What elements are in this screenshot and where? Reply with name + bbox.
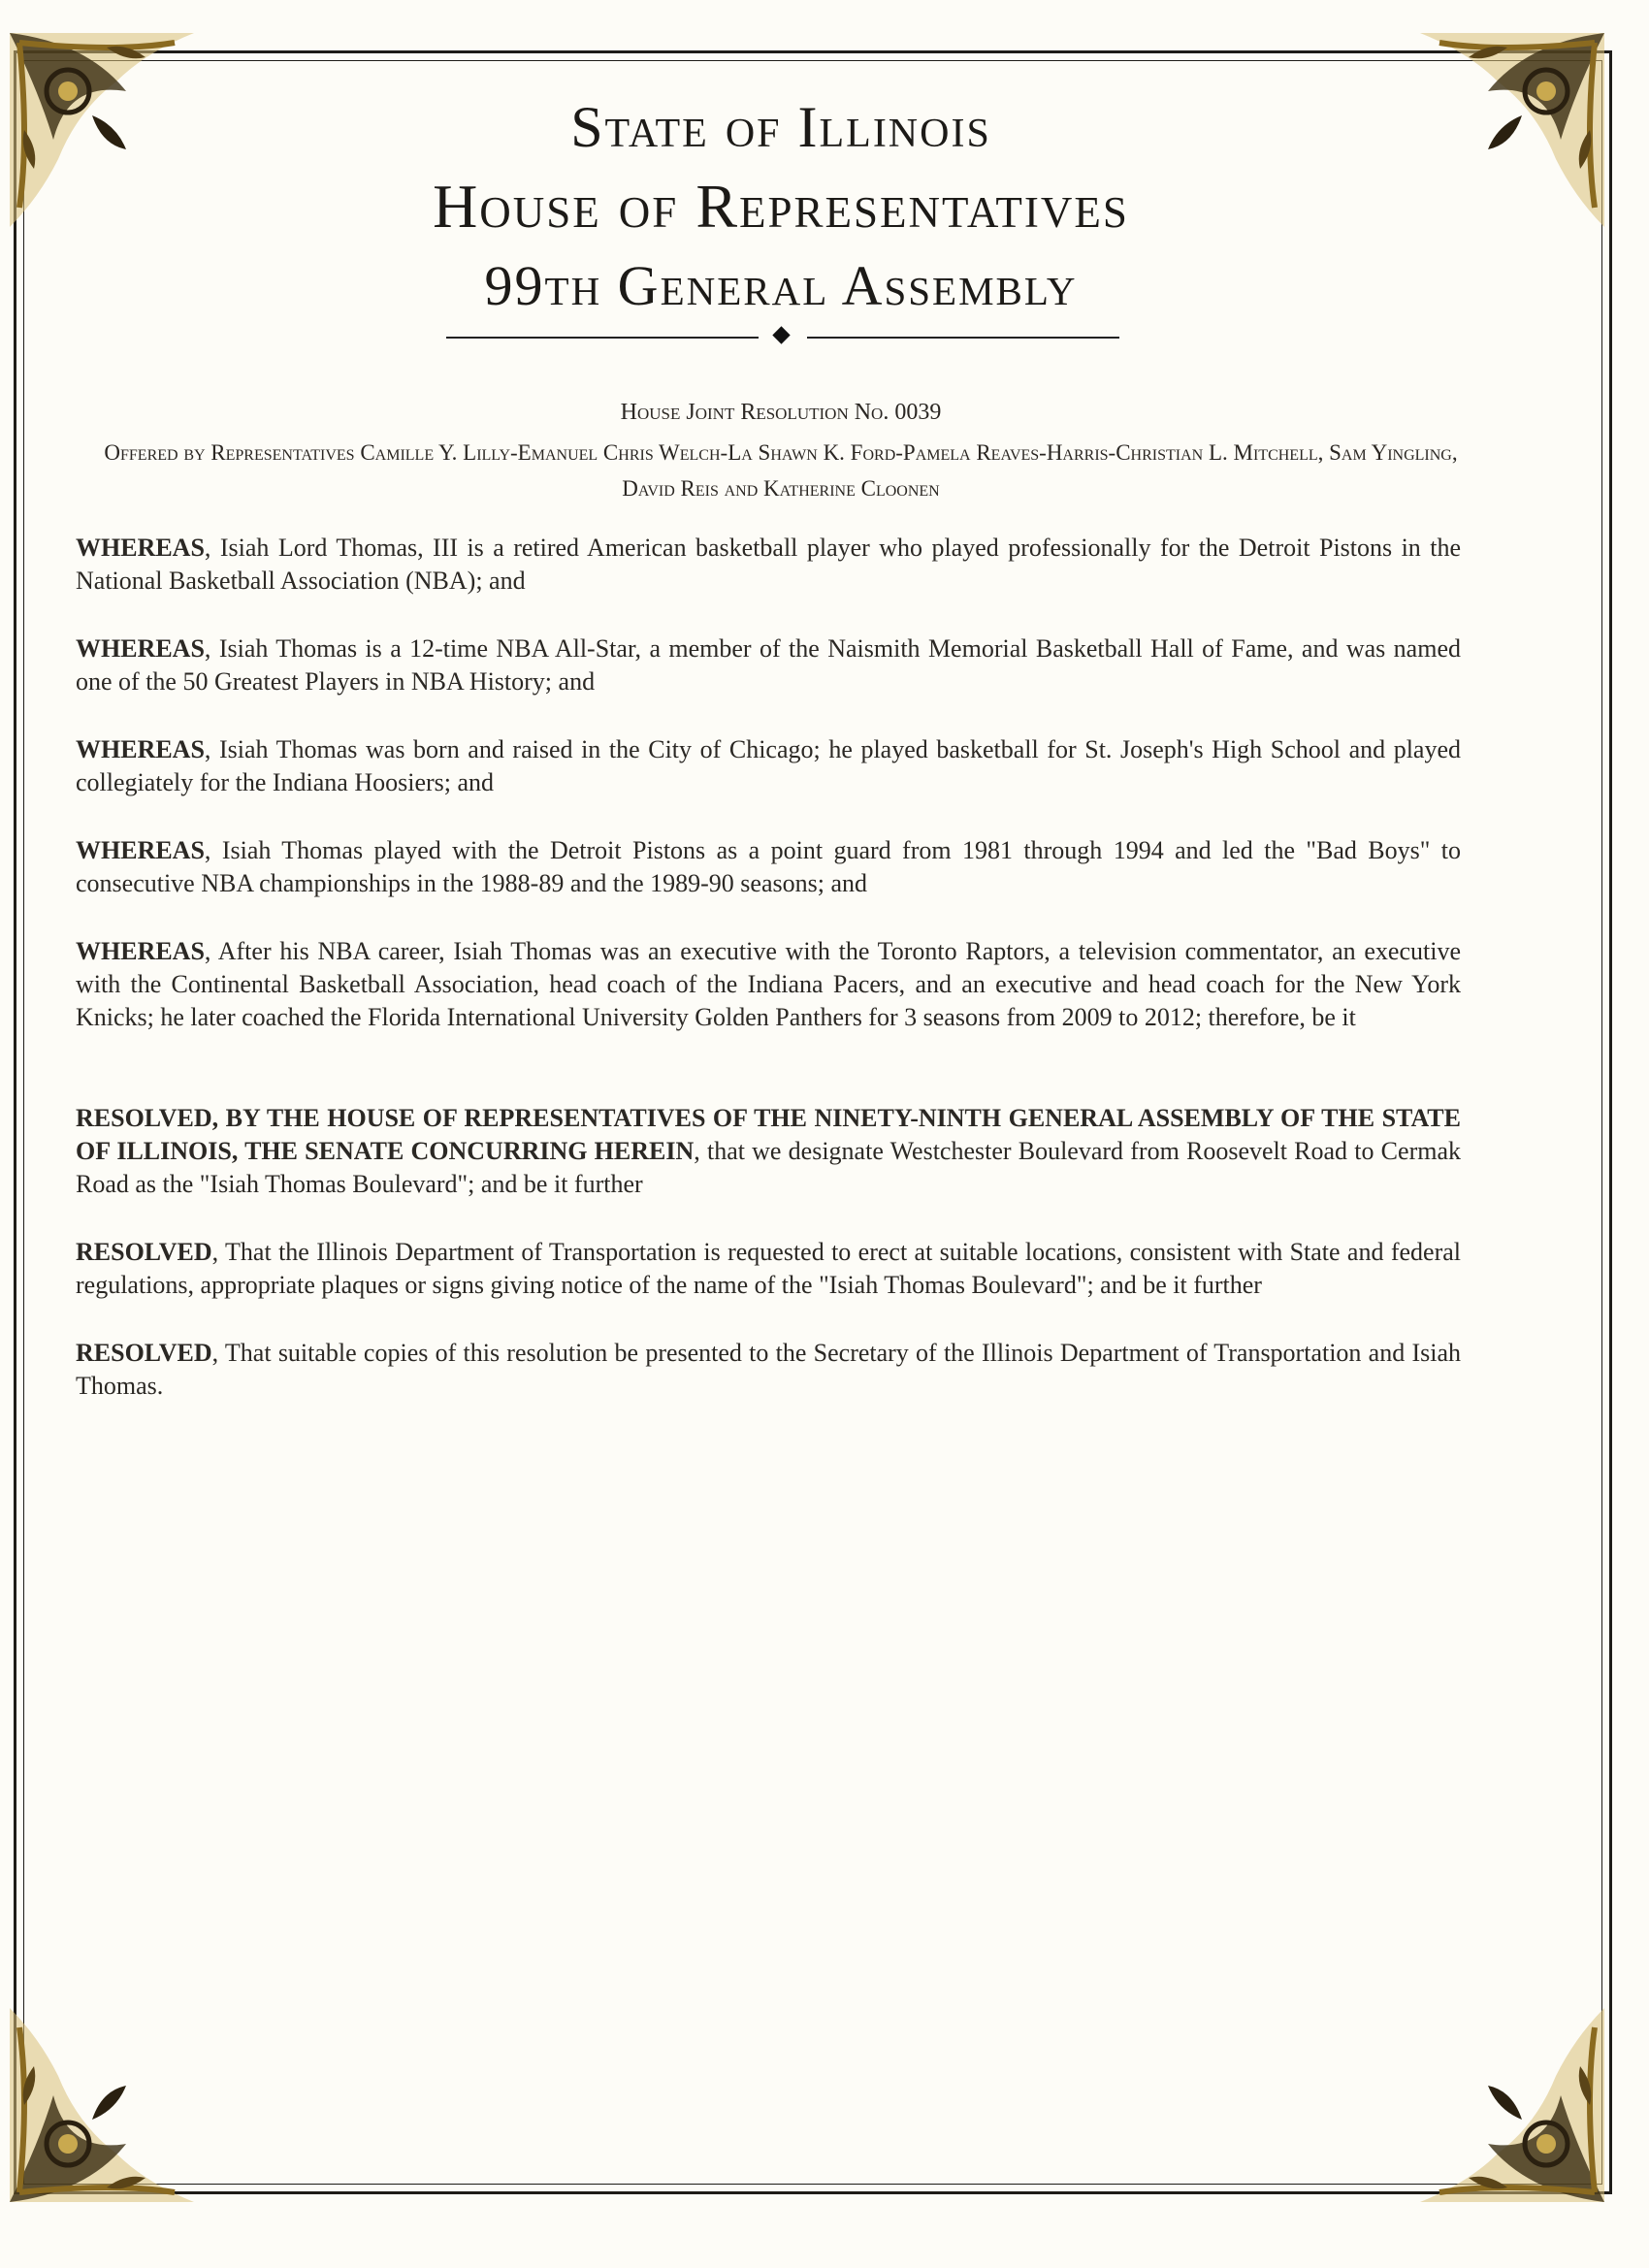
- resolved-clause: [76, 1337, 1461, 1403]
- header-assembly: 99th General Assembly: [484, 254, 1078, 317]
- clause-text: , Isiah Lord Thomas, III is a retired American basketball player who played professionally for the Detroit Pistons in the National Basketball Association (NBA); and: [76, 534, 1461, 595]
- document-header: [0, 87, 1562, 326]
- clause-keyword: WHEREAS: [76, 836, 205, 864]
- clause-text: , That the Illinois Department of Transportation is requested to erect at suitable locations, consistent with State and federal regulations, appropriate plaques or signs giving notice of the name of the "Isiah Thomas Boulevard"; and be it further: [76, 1238, 1461, 1299]
- clause-text: , That suitable copies of this resolution be presented to the Secretary of the Illinois Department of Transportation and Isiah Thomas.: [76, 1339, 1461, 1400]
- resolution-number: House Joint Resolution No. 0039: [620, 400, 942, 425]
- clause-text: , After his NBA career, Isiah Thomas was an executive with the Toronto Raptors, a television commentator, an executive with the Continental Basketball Association, head coach of the Indiana Pacers, and an executive and head coach for the New York Knicks; he later coached the Florida International University Golden Panthers for 3 seasons from 2009 to 2012; therefore, be it: [76, 937, 1461, 1031]
- clause-keyword: RESOLVED: [76, 1339, 212, 1367]
- whereas-clause: [76, 632, 1461, 698]
- header-chamber: House of Representatives: [433, 172, 1129, 241]
- divider-line-left: [446, 337, 759, 339]
- ornamental-corner-icon: [1391, 1989, 1614, 2212]
- header-divider: [0, 326, 1562, 349]
- clause-text: , Isiah Thomas was born and raised in the City of Chicago; he played basketball for St. Joseph's High School and played collegiately for the Indiana Hoosiers; and: [76, 735, 1461, 796]
- clause-keyword: WHEREAS: [76, 735, 205, 763]
- divider-line-right: [807, 337, 1119, 339]
- resolved-clause: [76, 1236, 1461, 1302]
- ornamental-corner-icon: [0, 1989, 223, 2212]
- sponsors-line: Offered by Representatives Camille Y. Lilly-Emanuel Chris Welch-La Shawn K. Ford-Pamela Reaves-Harris-Christian L. Mitchell, Sam Yingling, David Reis and Katherine Cloonen: [104, 440, 1458, 501]
- clause-keyword: RESOLVED, BY THE HOUSE OF REPRESENTATIVES OF THE NINETY-NINTH GENERAL ASSEMBLY OF THE STATE OF ILLINOIS, THE SENATE CONCURRING HEREIN: [76, 1104, 1461, 1165]
- whereas-clause: [76, 935, 1461, 1034]
- resolution-body: [76, 532, 1461, 1438]
- whereas-clause: [76, 532, 1461, 598]
- whereas-clause: [76, 834, 1461, 900]
- whereas-clause: [76, 733, 1461, 799]
- clause-text: , Isiah Thomas is a 12-time NBA All-Star, a member of the Naismith Memorial Basketball Hall of Fame, and was named one of the 50 Greatest Players in NBA History; and: [76, 634, 1461, 696]
- header-state: State of Illinois: [570, 95, 991, 159]
- clause-keyword: WHEREAS: [76, 534, 205, 562]
- resolved-clause: [76, 1102, 1461, 1201]
- clause-keyword: WHEREAS: [76, 634, 205, 663]
- clause-keyword: WHEREAS: [76, 937, 205, 965]
- clause-keyword: RESOLVED: [76, 1238, 212, 1266]
- diamond-icon: [772, 326, 790, 343]
- clause-text: , that we designate Westchester Boulevard from Roosevelt Road to Cermak Road as the "Isiah Thomas Boulevard"; and be it further: [76, 1137, 1461, 1198]
- clause-text: , Isiah Thomas played with the Detroit Pistons as a point guard from 1981 through 1994 and led the "Bad Boys" to consecutive NBA championships in the 1988-89 and the 1989-90 seasons; and: [76, 836, 1461, 897]
